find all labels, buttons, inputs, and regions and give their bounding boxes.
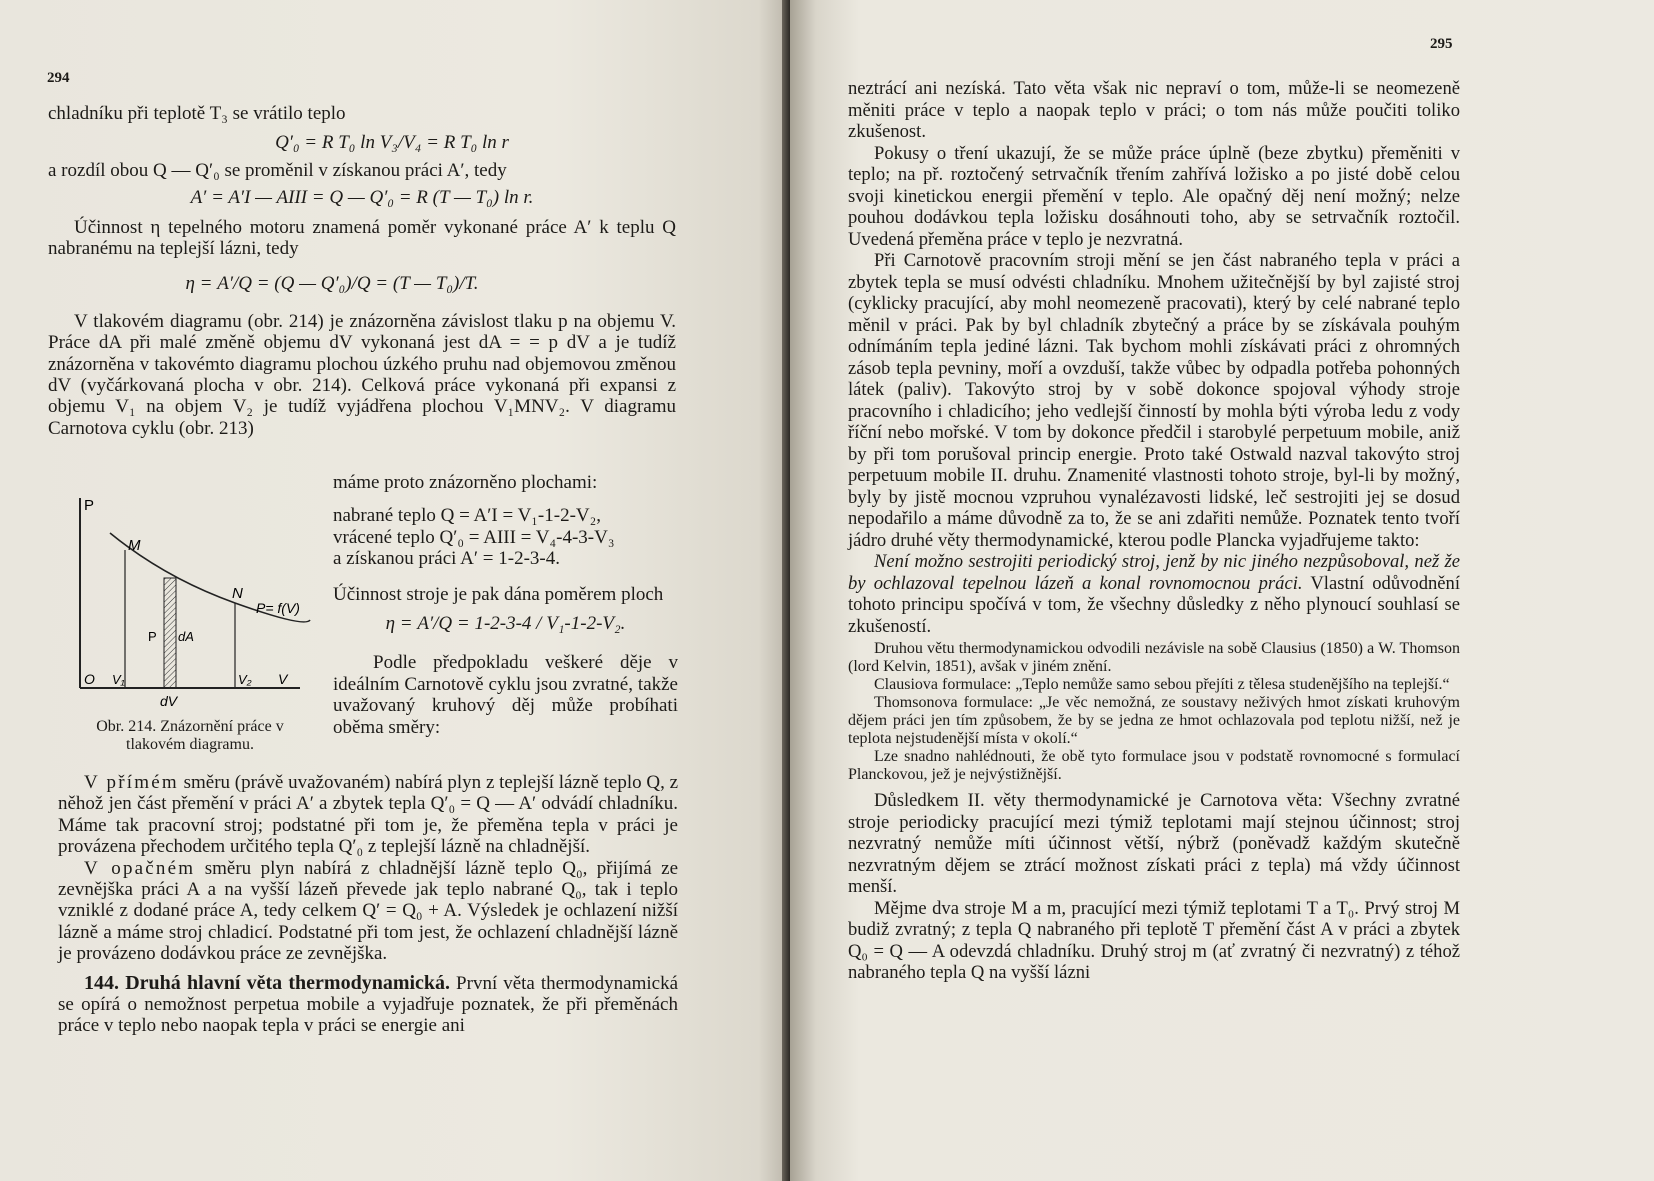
- paragraph: První věta thermodynamická se opírá o nemožnost perpetua mobile a vyjadřuje poznatek, že při přeměnách práce v teplo nebo naopak tepla v práci se energie ani: [58, 972, 679, 1037]
- paragraph: neztrácí ani nezíská. Tato věta však nic nepraví o tom, může-li se neomezeně měniti práce v teplo a naopak teplo v práci; o tom nás může poučiti toliko zkušenost.: [848, 78, 1460, 142]
- pv-diagram: [70, 498, 320, 713]
- table-row: nabrané teplo Q = A′I = V₁-1-2-V₂,: [333, 505, 602, 527]
- equation: A′ = A′I — AIII = Q — Q′₀ = R (T — T₀) ln r.: [190, 187, 534, 209]
- label-m: M: [128, 537, 141, 554]
- paragraph: směru plyn nabírá z chladnější lázně teplo Q₀, přijímá ze zevnějška práci A a na vyšší lázeň převede jak teplo nabrané Q₀, tak i teplo vzniklé z dodané práce A, tedy celkem Q′ = Q₀ + A. Výsledek je ochlazení nižší lázně a máme stroj chladicí. Podstatné při tom jest, že ochlazení chladnější lázně je provázeno dodávkou práce ze zevnějška.: [58, 857, 679, 965]
- section-title: 144. Druhá hlavní věta thermodynamická.: [84, 971, 451, 994]
- paragraph: Druhou větu thermodynamickou odvodili nezávisle na sobě Clausius (1850) a W. Thomson (lord Kelvin, 1851), avšak v jiném znění.: [848, 640, 1460, 675]
- equation: η = A′/Q = 1-2-3-4 / V₁-1-2-V₂.: [385, 613, 626, 635]
- paragraph: Clausiova formulace: „Teplo nemůže samo sebou přejíti z tělesa studenějšího na teplejší.“: [874, 676, 1450, 693]
- page-number: 294: [47, 70, 70, 86]
- label-curve: P= f(V): [256, 600, 300, 616]
- label-v1: V₁: [112, 672, 125, 687]
- paragraph: směru (právě uvažovaném) nabírá plyn z teplejší lázně teplo Q, z něhož jen část přemění v práci A′ a zbytek tepla Q′₀ = Q — A′ odvádí chladníku. Máme tak pracovní stroj; podstatné při tom je, že přeměna tepla v práci je provázena přechodem určitého tepla Q′₀ z teplejší lázně na chladnější.: [58, 772, 679, 858]
- paragraph: Thomsonova formulace: „Je věc nemožná, ze soustavy neživých hmot získati kruhovým dějem práci jen tím způsobem, že by se jedna ze hmot ochlazovala pod teplotu nižší, než je teplota nejstudenější místa v okolí.“: [848, 694, 1460, 747]
- label-origin: O: [84, 671, 95, 687]
- left-text-top: [48, 103, 676, 439]
- label-n: N: [232, 585, 243, 602]
- table-row: a získanou práci A′ = 1-2-3-4.: [333, 548, 560, 570]
- wrap-text: [333, 472, 678, 738]
- right-text: [848, 78, 1460, 984]
- paragraph: Podle předpokladu veškeré děje v ideálním Carnotově cyklu jsou zvratné, takže uvažovaný kruhový děj může probíhati oběma směry:: [333, 652, 678, 738]
- paragraph: Vlastní odůvodnění tohoto principu spočívá v tom, že všechny důsledky z něho plynoucí souhlasí se zkušeností.: [848, 572, 1461, 637]
- label-da: dA: [178, 629, 194, 644]
- principle-statement: Není možno sestrojiti periodický stroj, jenž by nic jiného nezpůsoboval, než že by ochlazoval tepelnou lázeň a konal rovnomocnou práci.: [848, 551, 1460, 594]
- paragraph: Pokusy o tření ukazují, že se může práce úplně (beze zbytku) přeměniti v teplo; na př. roztočený setrvačník třením zahřívá ložisko a po jisté době celou svoji kinetickou energii přemění v teplo. Ale opačný děj není možný; nelze pouhou dodávkou tepla ložisku dosáhnouti toho, aby se setrvačník roztočil. Uvedená přeměna práce v teplo je nezvratná.: [848, 142, 1460, 250]
- paragraph: V tlakovém diagramu (obr. 214) je znázorněna závislost tlaku p na objemu V. Práce dA při malé změně objemu dV vykonaná jest dA = = p dV a je tudíž znázorněna v takovémto diagramu plochou úzkého pruhu nad objemovou změnou dV (vyčárkovaná plocha v obr. 214). Celková práce vykonaná při expansi z objemu V₁ na objem V₂ je tudíž vyjádřena plochou V₁MNV₂. V diagramu Carnotova cyklu (obr. 213): [48, 310, 676, 439]
- label-v2: V₂: [238, 672, 252, 687]
- label-p-strip: P: [148, 629, 157, 644]
- text-line: Účinnost stroje je pak dána poměrem ploch: [333, 583, 664, 605]
- paragraph: Lze snadno nahlédnouti, že obě tyto formulace jsou v podstatě rovnomocné s formulací Planckovou, jež je nejvýstižnější.: [848, 748, 1460, 783]
- text-line: a rozdíl obou Q — Q′₀ se proměnil v získanou práci A′, tedy: [48, 159, 507, 181]
- text-line: chladníku při teplotě T₃ se vrátilo teplo: [48, 103, 346, 124]
- page-number: 295: [1430, 36, 1453, 52]
- equation: η = A′/Q = (Q — Q′₀)/Q = (T — T₀)/T.: [185, 273, 479, 295]
- spaced-text: V přímém: [84, 772, 179, 793]
- equation: Q′₀ = R T₀ ln V₃/V₄ = R T₀ ln r: [275, 132, 509, 154]
- hatched-strip: [164, 578, 176, 688]
- figure-caption: Obr. 214. Znázornění práce v tlakovém diagramu.: [96, 718, 284, 753]
- paragraph: Účinnost η tepelného motoru znamená poměr vykonané práce A′ k teplu Q nabranému na teplejší lázni, tedy: [48, 216, 676, 260]
- label-dv: dV: [160, 693, 178, 709]
- spaced-text: V opačném: [84, 857, 196, 879]
- paragraph: Při Carnotově pracovním stroji mění se jen část nabraného tepla v práci a zbytek tepla se musí odvésti chladníku. Mnohem užitečnější by byl zajisté stroj (cyklicky pracující, aby mohl neomezeně pracovati), který by celé nabrané teplo měnil v práci. Pak by byl chladník zbytečný a práce by se získávala pouhým odnímáním tepla jediné lázni. Tak bychom mohli získávati práci z ohromných zásob tepla pevniny, moří a ovzduší, takže vůbec by odpadla potřeba pohonných látek (paliv). Takovýto stroj by v sobě dokonce spojoval výhody stroje pracovního i chladicího; jeho vedlejší činností by mohla býti výroba ledu z vody říční nebo mořské. V tom by dokonce předčil i starobylé perpetuum mobile, aniž by při tom porušoval princip energie. Proto také Ostwald nazval takovýto stroj perpetuum mobile II. druhu. Znamenité vlastnosti tohoto stroje, byl-li by možný, byly by jistě mocnou vzpruhou vynalézavosti lidské, leč sestrojiti jej se dosud nepodařilo a máme důvodně za to, že se ani zdařiti nemůže. Poznatek tento tvoří jádro druhé věty thermodynamické, kterou podle Plancka vyjadřujeme takto:: [848, 250, 1460, 551]
- left-page: [0, 0, 790, 1181]
- table-row: vrácené teplo Q′₀ = AIII = V₄-4-3-V₃: [333, 526, 615, 548]
- left-text-bottom: [58, 772, 678, 1037]
- right-page: [790, 0, 1654, 1181]
- paragraph: Mějme dva stroje M a m, pracující mezi týmiž teplotami T a T₀. Prvý stroj M budiž zvratný; z tepla Q nabraného při teplotě T přemění část A v práci a zbytek Q₀ = Q — A odevzdá chladníku. Druhý stroj m (ať zvratný či nezvratný) z téhož nabraného tepla Q na vyšší lázni: [848, 897, 1460, 983]
- text-line: máme proto znázorněno plochami:: [333, 472, 598, 493]
- label-v: V: [278, 671, 288, 687]
- paragraph: Důsledkem II. věty thermodynamické je Carnotova věta: Všechny zvratné stroje periodicky pracující mezi týmiž teplotami mají stejnou účinnost; stroj nezvratný nemůže míti účinnost větší, nýbrž (poněvadž každým skutečně nezvratným dějem se ztrácí možnost získati práci z tepla) má vždy účinnost menší.: [848, 790, 1460, 897]
- axis-label-p: P: [84, 498, 95, 514]
